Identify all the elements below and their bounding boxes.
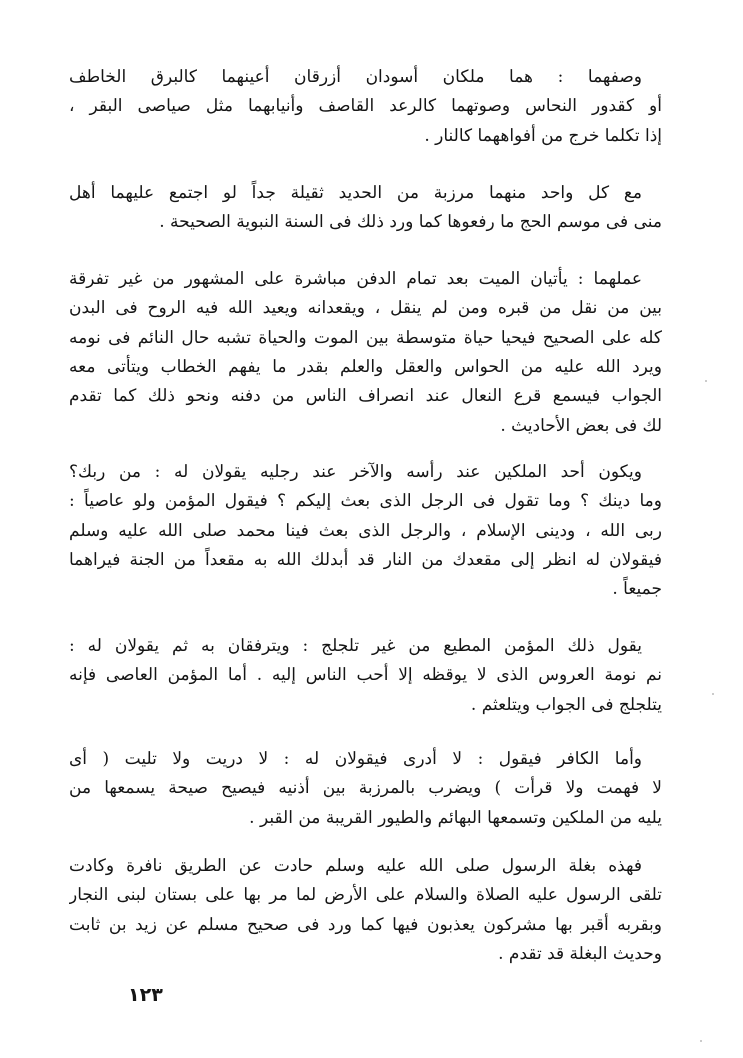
text-line: وأما الكافر فيقول : لا أدرى فيقولان له : لا دريت ولا تليت ( أى bbox=[69, 749, 642, 769]
text-line: وما دينك ؟ وما تقول فى الرجل الذى بعث إليكم ؟ فيقول المؤمن ولو عاصياً : bbox=[69, 491, 662, 511]
text-line: وبقربه أقبر بها مشركون يعذبون فيها كما ورد فى صحيح مسلم عن زيد بن ثابت bbox=[69, 915, 662, 935]
text-line: يقول ذلك المؤمن المطيع من غير تلجلج : ويترفقان به ثم يقولان له : bbox=[69, 636, 642, 656]
text-line: تلقى الرسول عليه الصلاة والسلام على الأرض لما مر بها على بستان لبنى النجار bbox=[69, 885, 662, 905]
text-line: الجواب فيسمع قرع النعال عند انصراف الناس من دفنه ونحو ذلك كما تقدم bbox=[69, 386, 662, 406]
text-line: عملهما : يأتيان الميت بعد تمام الدفن مباشرة على المشهور من غير تفرقة bbox=[69, 269, 642, 289]
text-line: مع كل واحد منهما مرزبة من الحديد ثقيلة جداً لو اجتمع عليهما أهل bbox=[69, 183, 642, 203]
text-line: ويرد الله عليه من الحواس والعقل والعلم بقدر ما يفهم الخطاب ويتأتى معه bbox=[69, 357, 662, 377]
scan-speck bbox=[705, 380, 707, 382]
page-number: ١٢٣ bbox=[128, 984, 163, 1006]
text-line: وحديث البغلة قد تقدم . bbox=[498, 944, 662, 964]
text-line: بين من نقل من قبره ومن لم ينقل ، ويقعدانه ويعيد الله فيه الروح فى البدن bbox=[69, 298, 662, 318]
text-line: وصفهما : هما ملكان أسودان أزرقان أعينهما كالبرق الخاطف bbox=[69, 67, 642, 87]
text-line: منى فى موسم الحج ما رفعوها كما ورد ذلك فى السنة النبوية الصحيحة . bbox=[159, 212, 662, 232]
text-line: نم نومة العروس الذى لا يوقظه إلا أحب الناس إليه . أما المؤمن العاصى فإنه bbox=[69, 665, 662, 685]
text-line: يليه من الملكين وتسمعها البهائم والطيور القريبة من القبر . bbox=[249, 808, 662, 828]
text-line: أو كقدور النحاس وصوتهما كالرعد القاصف وأنيابهما مثل صياصى البقر ، bbox=[69, 96, 662, 116]
text-line: ويكون أحد الملكين عند رأسه والآخر عند رجليه يقولان له : من ربك؟ bbox=[69, 462, 642, 482]
text-line: فيقولان له انظر إلى مقعدك من النار قد أبدلك الله به مقعداً من الجنة فيراهما bbox=[69, 550, 662, 570]
text-line: إذا تكلما خرج من أفواههما كالنار . bbox=[424, 126, 662, 146]
scan-speck bbox=[700, 1040, 702, 1042]
text-line: فهذه بغلة الرسول صلى الله عليه وسلم حادت عن الطريق نافرة وكادت bbox=[69, 856, 642, 876]
text-line: جميعاً . bbox=[612, 579, 662, 599]
text-line: كله على الصحيح فيحيا حياة متوسطة بين الموت والحياة تشبه حال النائم فى نومه bbox=[69, 328, 662, 348]
text-line: لا فهمت ولا قرأت ) ويضرب بالمرزبة بين أذنيه فيصيح صيحة يسمعها من bbox=[69, 778, 662, 798]
text-line: ربى الله ، ودينى الإسلام ، والرجل الذى بعث فينا محمد صلى الله عليه وسلم bbox=[69, 521, 662, 541]
scan-speck bbox=[712, 693, 714, 695]
text-line: لك فى بعض الأحاديث . bbox=[500, 416, 662, 436]
text-line: يتلجلج فى الجواب ويتلعثم . bbox=[470, 695, 662, 715]
